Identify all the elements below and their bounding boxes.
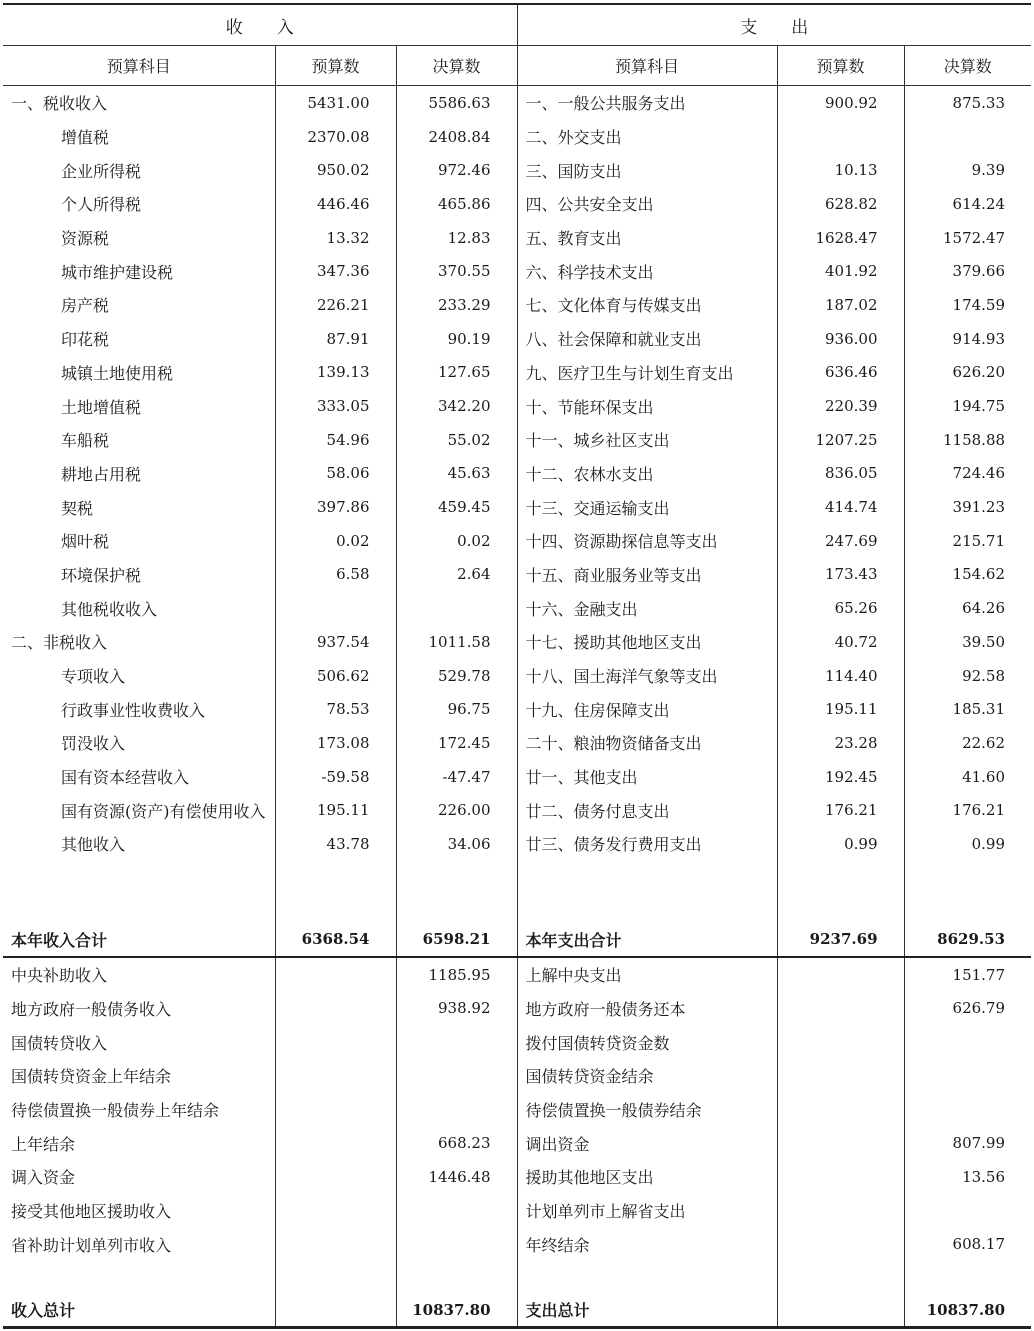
expense-item-label: 二十、粮油物资储备支出 xyxy=(517,726,777,760)
income-budget-header: 预算数 xyxy=(275,46,396,86)
expense-item-budget: 195.11 xyxy=(777,692,904,726)
expense-item-budget: 936.00 xyxy=(777,322,904,356)
income-item-label: 企业所得税 xyxy=(3,153,275,187)
expense-item-budget: 636.46 xyxy=(777,356,904,390)
expense-item-final: 64.26 xyxy=(962,599,1006,618)
income-item-final: 2.64 xyxy=(396,558,517,592)
table-row xyxy=(3,356,1031,390)
spacer-row xyxy=(3,1261,1031,1293)
income-item-budget xyxy=(275,591,396,625)
expense-item-final: 614.24 xyxy=(952,194,1006,213)
table-row xyxy=(3,827,1031,861)
income-item-budget: 5431.00 xyxy=(275,86,396,120)
expense-grand-total-budget xyxy=(777,1293,904,1328)
total-section xyxy=(3,861,1031,957)
income-item-label: 罚没收入 xyxy=(3,726,275,760)
income-item-budget: 2370.08 xyxy=(275,120,396,154)
income-item-label: 印花税 xyxy=(3,322,275,356)
expense-item-budget: 173.43 xyxy=(777,558,904,592)
expense-item-label: 廿一、其他支出 xyxy=(517,760,777,794)
table-row xyxy=(3,1160,1031,1194)
table-row xyxy=(3,288,1031,322)
expense-item-budget: 23.28 xyxy=(777,726,904,760)
income-item-budget xyxy=(275,1025,396,1059)
expense-item-budget: 414.74 xyxy=(777,490,904,524)
expense-item-label: 十三、交通运输支出 xyxy=(517,490,777,524)
income-item-label: 增值税 xyxy=(3,120,275,154)
upper-section xyxy=(3,86,1031,861)
expense-grand-total-final: 10837.80 xyxy=(926,1300,1006,1319)
table-row xyxy=(3,726,1031,760)
expense-item-label: 地方政府一般债务还本 xyxy=(517,992,777,1026)
expense-item-final: 914.93 xyxy=(952,329,1006,348)
income-item-label: 其他税收收入 xyxy=(3,591,275,625)
table-row xyxy=(3,490,1031,524)
income-item-label: 个人所得税 xyxy=(3,187,275,221)
section-header-row xyxy=(3,4,1031,46)
table-row xyxy=(3,389,1031,423)
expense-item-final: 194.75 xyxy=(952,397,1006,416)
income-item-budget: 195.11 xyxy=(275,793,396,827)
expense-item-final xyxy=(904,1194,1031,1228)
expense-item-final: 215.71 xyxy=(952,531,1006,550)
expense-item-final: 13.56 xyxy=(962,1167,1006,1186)
income-item-final: 5586.63 xyxy=(396,86,517,120)
expense-item-budget xyxy=(777,1160,904,1194)
expense-item-budget: 40.72 xyxy=(777,625,904,659)
income-item-budget xyxy=(275,1059,396,1093)
income-item-label: 行政事业性收费收入 xyxy=(3,692,275,726)
income-item-budget: 446.46 xyxy=(275,187,396,221)
expense-item-final: 9.39 xyxy=(971,161,1006,180)
expense-subject-header: 预算科目 xyxy=(517,46,777,86)
income-item-budget xyxy=(275,957,396,992)
expense-item-budget xyxy=(777,1025,904,1059)
expense-item-final xyxy=(904,120,1031,154)
income-total-budget: 6368.54 xyxy=(275,923,396,957)
income-item-final: 938.92 xyxy=(396,992,517,1026)
expense-item-budget xyxy=(777,992,904,1026)
expense-item-budget: 10.13 xyxy=(777,153,904,187)
income-item-final: 972.46 xyxy=(396,153,517,187)
table-row xyxy=(3,957,1031,992)
table-row xyxy=(3,692,1031,726)
table-row xyxy=(3,423,1031,457)
income-item-budget xyxy=(275,992,396,1026)
income-item-label: 城镇土地使用税 xyxy=(3,356,275,390)
income-item-final: 370.55 xyxy=(396,254,517,288)
income-item-budget: 333.05 xyxy=(275,389,396,423)
expense-item-label: 调出资金 xyxy=(517,1126,777,1160)
table-row xyxy=(3,187,1031,221)
income-item-final: 45.63 xyxy=(396,457,517,491)
expense-item-label: 援助其他地区支出 xyxy=(517,1160,777,1194)
income-item-label: 烟叶税 xyxy=(3,524,275,558)
income-total-label: 本年收入合计 xyxy=(3,923,275,957)
income-item-final: 127.65 xyxy=(396,356,517,390)
table-row xyxy=(3,457,1031,491)
expense-item-label: 十七、援助其他地区支出 xyxy=(517,625,777,659)
income-item-budget: 58.06 xyxy=(275,457,396,491)
expense-item-label: 一、一般公共服务支出 xyxy=(517,86,777,120)
income-item-final: 459.45 xyxy=(396,490,517,524)
expense-item-final: 626.20 xyxy=(952,363,1006,382)
expense-item-budget: 65.26 xyxy=(777,591,904,625)
table-row xyxy=(3,625,1031,659)
table-row xyxy=(3,322,1031,356)
table-row xyxy=(3,120,1031,154)
table-row xyxy=(3,1227,1031,1261)
expense-item-budget: 176.21 xyxy=(777,793,904,827)
income-item-budget: 950.02 xyxy=(275,153,396,187)
expense-item-budget xyxy=(777,1194,904,1228)
income-item-budget: 78.53 xyxy=(275,692,396,726)
table-row xyxy=(3,221,1031,255)
expense-item-label: 三、国防支出 xyxy=(517,153,777,187)
expense-item-budget: 401.92 xyxy=(777,254,904,288)
income-item-budget xyxy=(275,1093,396,1127)
income-item-label: 地方政府一般债务收入 xyxy=(3,992,275,1026)
grand-total-row xyxy=(3,1293,1031,1328)
table-row xyxy=(3,86,1031,120)
table-row xyxy=(3,760,1031,794)
income-item-budget xyxy=(275,1160,396,1194)
income-item-final xyxy=(396,1059,517,1093)
expense-item-final: 1158.88 xyxy=(943,430,1006,449)
income-item-label: 耕地占用税 xyxy=(3,457,275,491)
table-row xyxy=(3,1194,1031,1228)
expense-item-final: 151.77 xyxy=(952,965,1006,984)
income-item-budget: 226.21 xyxy=(275,288,396,322)
expense-grand-total-label: 支出总计 xyxy=(517,1293,777,1328)
grand-total-section xyxy=(3,1261,1031,1328)
expense-item-final: 185.31 xyxy=(952,700,1006,719)
income-item-budget: 397.86 xyxy=(275,490,396,524)
income-item-budget: 347.36 xyxy=(275,254,396,288)
income-item-label: 城市维护建设税 xyxy=(3,254,275,288)
expense-item-label: 十九、住房保障支出 xyxy=(517,692,777,726)
income-item-final: 96.75 xyxy=(396,692,517,726)
income-item-budget xyxy=(275,1126,396,1160)
expense-item-label: 六、科学技术支出 xyxy=(517,254,777,288)
income-item-budget: 173.08 xyxy=(275,726,396,760)
expense-item-final: 39.50 xyxy=(962,632,1006,651)
income-item-final: 172.45 xyxy=(396,726,517,760)
table-row xyxy=(3,1093,1031,1127)
income-item-final: 226.00 xyxy=(396,793,517,827)
income-item-final: 2408.84 xyxy=(396,120,517,154)
income-item-label: 专项收入 xyxy=(3,659,275,693)
expense-item-budget: 114.40 xyxy=(777,659,904,693)
expense-item-final: 875.33 xyxy=(952,93,1006,112)
income-item-label: 待偿债置换一般债券上年结余 xyxy=(3,1093,275,1127)
income-item-label: 二、非税收入 xyxy=(3,625,275,659)
expense-item-label: 十、节能环保支出 xyxy=(517,389,777,423)
income-item-label: 国债转贷资金上年结余 xyxy=(3,1059,275,1093)
income-item-label: 车船税 xyxy=(3,423,275,457)
income-item-budget: 54.96 xyxy=(275,423,396,457)
expense-item-final: 608.17 xyxy=(952,1235,1006,1254)
income-item-label: 其他收入 xyxy=(3,827,275,861)
expense-item-label: 拨付国债转贷资金数 xyxy=(517,1025,777,1059)
income-item-budget: 937.54 xyxy=(275,625,396,659)
income-subject-header: 预算科目 xyxy=(3,46,275,86)
income-item-label: 资源税 xyxy=(3,221,275,255)
expense-item-budget xyxy=(777,1227,904,1261)
income-item-final xyxy=(396,1227,517,1261)
table-row xyxy=(3,659,1031,693)
expense-item-budget: 1628.47 xyxy=(777,221,904,255)
income-item-final: 529.78 xyxy=(396,659,517,693)
income-item-budget: 43.78 xyxy=(275,827,396,861)
income-item-final: 1185.95 xyxy=(396,957,517,992)
income-item-final xyxy=(396,591,517,625)
income-item-budget: -59.58 xyxy=(275,760,396,794)
income-item-final: 90.19 xyxy=(396,322,517,356)
expense-budget-header: 预算数 xyxy=(777,46,904,86)
expense-item-budget: 220.39 xyxy=(777,389,904,423)
income-item-final xyxy=(396,1025,517,1059)
income-item-budget: 6.58 xyxy=(275,558,396,592)
table-row xyxy=(3,591,1031,625)
column-header-row xyxy=(3,46,1031,86)
expense-item-label: 廿三、债务发行费用支出 xyxy=(517,827,777,861)
expense-item-final: 22.62 xyxy=(962,733,1006,752)
expense-item-label: 七、文化体育与传媒支出 xyxy=(517,288,777,322)
expense-item-final: 626.79 xyxy=(952,999,1006,1018)
income-item-label: 国有资本经营收入 xyxy=(3,760,275,794)
income-total-final: 6598.21 xyxy=(396,923,517,957)
expense-item-final: 174.59 xyxy=(952,295,1006,314)
expense-item-budget: 1207.25 xyxy=(777,423,904,457)
expense-item-budget xyxy=(777,1059,904,1093)
expense-item-final: 379.66 xyxy=(952,262,1006,281)
expense-item-label: 四、公共安全支出 xyxy=(517,187,777,221)
income-expense-table xyxy=(3,3,1031,1329)
income-item-label: 调入资金 xyxy=(3,1160,275,1194)
expense-item-label: 八、社会保障和就业支出 xyxy=(517,322,777,356)
income-item-label: 环境保护税 xyxy=(3,558,275,592)
expense-item-final: 391.23 xyxy=(952,498,1006,517)
expense-item-budget xyxy=(777,1126,904,1160)
income-item-final: 1446.48 xyxy=(396,1160,517,1194)
expense-item-final: 724.46 xyxy=(952,464,1006,483)
expense-item-budget: 187.02 xyxy=(777,288,904,322)
income-item-label: 国债转贷收入 xyxy=(3,1025,275,1059)
income-item-final: 0.02 xyxy=(396,524,517,558)
table-row xyxy=(3,153,1031,187)
expense-item-final: 0.99 xyxy=(971,834,1006,853)
expense-item-label: 十五、商业服务业等支出 xyxy=(517,558,777,592)
income-item-label: 上年结余 xyxy=(3,1126,275,1160)
budget-final-accounts-table xyxy=(3,3,1031,1329)
income-item-final: 342.20 xyxy=(396,389,517,423)
table-row xyxy=(3,793,1031,827)
expense-item-final: 807.99 xyxy=(952,1134,1006,1153)
expense-item-label: 九、医疗卫生与计划生育支出 xyxy=(517,356,777,390)
expense-item-final xyxy=(904,1093,1031,1127)
expense-item-budget: 0.99 xyxy=(777,827,904,861)
expense-item-label: 上解中央支出 xyxy=(517,957,777,992)
income-item-budget: 139.13 xyxy=(275,356,396,390)
lower-section xyxy=(3,957,1031,1261)
table-row xyxy=(3,1059,1031,1093)
income-item-label: 接受其他地区援助收入 xyxy=(3,1194,275,1228)
expense-item-budget: 900.92 xyxy=(777,86,904,120)
expense-item-label: 五、教育支出 xyxy=(517,221,777,255)
income-item-label: 中央补助收入 xyxy=(3,957,275,992)
expense-item-label: 二、外交支出 xyxy=(517,120,777,154)
expense-item-final: 41.60 xyxy=(962,767,1006,786)
expense-section-title: 支 出 xyxy=(517,4,1031,46)
income-item-final: 34.06 xyxy=(396,827,517,861)
expense-item-final xyxy=(904,1059,1031,1093)
income-item-final: 233.29 xyxy=(396,288,517,322)
income-item-budget xyxy=(275,1194,396,1228)
table-row xyxy=(3,1126,1031,1160)
expense-item-budget xyxy=(777,120,904,154)
income-item-label: 土地增值税 xyxy=(3,389,275,423)
income-item-final: 55.02 xyxy=(396,423,517,457)
expense-item-label: 廿二、债务付息支出 xyxy=(517,793,777,827)
expense-final-header: 决算数 xyxy=(904,46,1031,86)
expense-item-budget: 628.82 xyxy=(777,187,904,221)
income-item-final: 465.86 xyxy=(396,187,517,221)
expense-item-label: 待偿债置换一般债券结余 xyxy=(517,1093,777,1127)
expense-item-budget: 192.45 xyxy=(777,760,904,794)
income-item-final xyxy=(396,1194,517,1228)
income-item-label: 契税 xyxy=(3,490,275,524)
expense-item-label: 十八、国土海洋气象等支出 xyxy=(517,659,777,693)
income-item-budget: 13.32 xyxy=(275,221,396,255)
expense-item-final: 176.21 xyxy=(952,801,1006,820)
expense-item-final: 1572.47 xyxy=(943,228,1006,247)
expense-item-label: 十一、城乡社区支出 xyxy=(517,423,777,457)
expense-item-budget: 836.05 xyxy=(777,457,904,491)
expense-total-final: 8629.53 xyxy=(937,930,1006,949)
income-item-label: 省补助计划单列市收入 xyxy=(3,1227,275,1261)
table-row xyxy=(3,524,1031,558)
expense-total-budget: 9237.69 xyxy=(777,923,904,957)
expense-item-final: 154.62 xyxy=(952,565,1006,584)
expense-item-budget: 247.69 xyxy=(777,524,904,558)
income-item-final: 12.83 xyxy=(396,221,517,255)
income-grand-total-budget xyxy=(275,1293,396,1328)
expense-item-label: 国债转贷资金结余 xyxy=(517,1059,777,1093)
income-item-label: 房产税 xyxy=(3,288,275,322)
expense-total-label: 本年支出合计 xyxy=(517,923,777,957)
expense-item-budget xyxy=(777,1093,904,1127)
expense-item-label: 年终结余 xyxy=(517,1227,777,1261)
expense-item-final xyxy=(904,1025,1031,1059)
income-item-final: 668.23 xyxy=(396,1126,517,1160)
expense-item-budget xyxy=(777,957,904,992)
income-grand-total-label: 收入总计 xyxy=(3,1293,275,1328)
income-grand-total-final: 10837.80 xyxy=(396,1293,517,1328)
expense-item-label: 计划单列市上解省支出 xyxy=(517,1194,777,1228)
expense-item-label: 十六、金融支出 xyxy=(517,591,777,625)
income-section-title: 收 入 xyxy=(3,4,517,46)
income-item-final xyxy=(396,1093,517,1127)
expense-item-label: 十二、农林水支出 xyxy=(517,457,777,491)
spacer-row xyxy=(3,861,1031,923)
table-row xyxy=(3,1025,1031,1059)
income-item-budget: 0.02 xyxy=(275,524,396,558)
income-item-budget: 506.62 xyxy=(275,659,396,693)
income-item-budget: 87.91 xyxy=(275,322,396,356)
income-item-budget xyxy=(275,1227,396,1261)
table-row xyxy=(3,254,1031,288)
income-item-label: 一、税收收入 xyxy=(3,86,275,120)
income-item-final: -47.47 xyxy=(396,760,517,794)
income-item-label: 国有资源(资产)有偿使用收入 xyxy=(3,793,275,827)
table-row xyxy=(3,992,1031,1026)
income-item-final: 1011.58 xyxy=(396,625,517,659)
income-final-header: 决算数 xyxy=(396,46,517,86)
expense-item-final: 92.58 xyxy=(962,666,1006,685)
expense-item-label: 十四、资源勘探信息等支出 xyxy=(517,524,777,558)
annual-total-row xyxy=(3,923,1031,957)
table-row xyxy=(3,558,1031,592)
